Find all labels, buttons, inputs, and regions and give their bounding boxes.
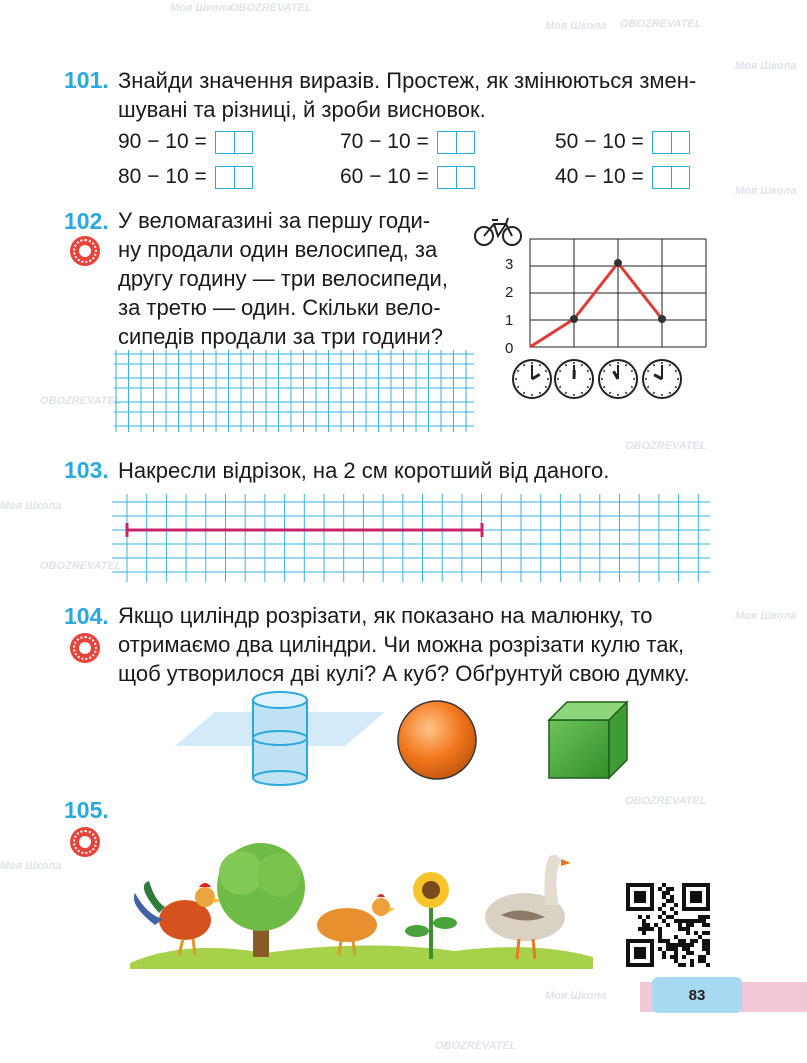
answer-grid[interactable] (114, 350, 474, 432)
task-103-text: Накресли відрізок, на 2 см коротший від даного. (118, 458, 610, 483)
expression-text: 50 − 10 = (555, 130, 644, 153)
flower-icon (70, 633, 100, 663)
clock-icon (599, 360, 637, 398)
answer-box[interactable] (437, 131, 475, 154)
farm-illustration (125, 835, 595, 975)
watermark: OBOZREVATEL (435, 1040, 517, 1052)
expression (118, 130, 253, 154)
task-102-line: другу годину — три велосипеди, (118, 266, 448, 291)
watermark: OBOZREVATEL (40, 395, 122, 407)
tree-icon (217, 843, 305, 957)
watermark: OBOZREVATEL (230, 2, 312, 14)
task-104-number: 104. (64, 603, 109, 629)
cylinder-icon (175, 692, 385, 785)
answer-box[interactable] (215, 166, 253, 189)
data-point (570, 315, 578, 323)
task-102-line: сипедів продали за три години? (118, 324, 443, 349)
watermark: Моя Школа (545, 990, 607, 1002)
task-101-number: 101. (64, 67, 109, 93)
flower-icon (70, 827, 100, 857)
task-104-line: отримаємо два циліндри. Чи можна розрізати кулю так, (118, 632, 685, 657)
sunflower-icon (405, 872, 457, 959)
watermark: Моя Школа (0, 500, 62, 512)
sphere-icon (398, 701, 476, 779)
bicycle-sales-chart (470, 212, 715, 407)
y-tick-label: 1 (505, 312, 514, 329)
task-103-number: 103. (64, 457, 109, 483)
task-102-number: 102. (64, 208, 109, 234)
watermark: Моя Школа (170, 2, 232, 14)
expression (555, 165, 690, 189)
task-104-text (118, 601, 690, 688)
segment-grid[interactable] (112, 494, 710, 582)
expression-text: 70 − 10 = (340, 130, 429, 153)
watermark: Моя Школа (0, 860, 62, 872)
task-102-line: за третю — один. Скільки вело- (118, 295, 441, 320)
task-101-text-line1: Знайди значення виразів. Простеж, як змінюються змен- (118, 68, 697, 93)
watermark: Моя Школа (735, 60, 797, 72)
task-102-line: У веломагазині за першу годи- (118, 208, 431, 233)
clock-icon (513, 360, 551, 398)
cube-icon (549, 702, 627, 778)
watermark: Моя Школа (735, 610, 797, 622)
watermark: OBOZREVATEL (625, 795, 707, 807)
goose-icon (485, 855, 571, 959)
y-tick-label: 2 (505, 284, 514, 301)
watermark: Моя Школа (735, 185, 797, 197)
expression (340, 130, 475, 154)
data-point (658, 315, 666, 323)
page-number: 83 (652, 977, 742, 1013)
expression-text: 90 − 10 = (118, 130, 207, 153)
clock-icon (643, 360, 681, 398)
sales-line (530, 263, 662, 347)
watermark: OBOZREVATEL (40, 560, 122, 572)
clock-icon (555, 360, 593, 398)
task-102-line: ну продали один велосипед, за (118, 237, 438, 262)
watermark: OBOZREVATEL (620, 18, 702, 30)
task-102-text (118, 206, 448, 351)
rooster-icon (134, 881, 221, 955)
watermark: OBOZREVATEL (625, 440, 707, 452)
answer-box[interactable] (437, 166, 475, 189)
bicycle-icon (475, 218, 521, 245)
shapes-illustration (175, 690, 645, 790)
y-tick-label: 0 (505, 340, 514, 357)
y-tick-label: 3 (505, 256, 514, 273)
expression (555, 130, 690, 154)
answer-box[interactable] (652, 131, 690, 154)
answer-box[interactable] (215, 131, 253, 154)
task-104-line: Якщо циліндр розрізати, як показано на малюнку, то (118, 603, 653, 628)
qr-code-icon[interactable] (624, 881, 710, 967)
data-point (614, 259, 622, 267)
task-101-text-line2: шувані та різниці, й зроби висновок. (118, 97, 486, 122)
answer-box[interactable] (652, 166, 690, 189)
watermark: Моя Школа (545, 20, 607, 32)
expression (118, 165, 253, 189)
expression-text: 40 − 10 = (555, 165, 644, 188)
flower-icon (70, 236, 100, 266)
expression-text: 80 − 10 = (118, 165, 207, 188)
expression (340, 165, 475, 189)
task-105-number: 105. (64, 797, 109, 823)
task-104-line: щоб утворилося дві кулі? А куб? Обґрунтуй свою думку. (118, 661, 690, 686)
expression-text: 60 − 10 = (340, 165, 429, 188)
